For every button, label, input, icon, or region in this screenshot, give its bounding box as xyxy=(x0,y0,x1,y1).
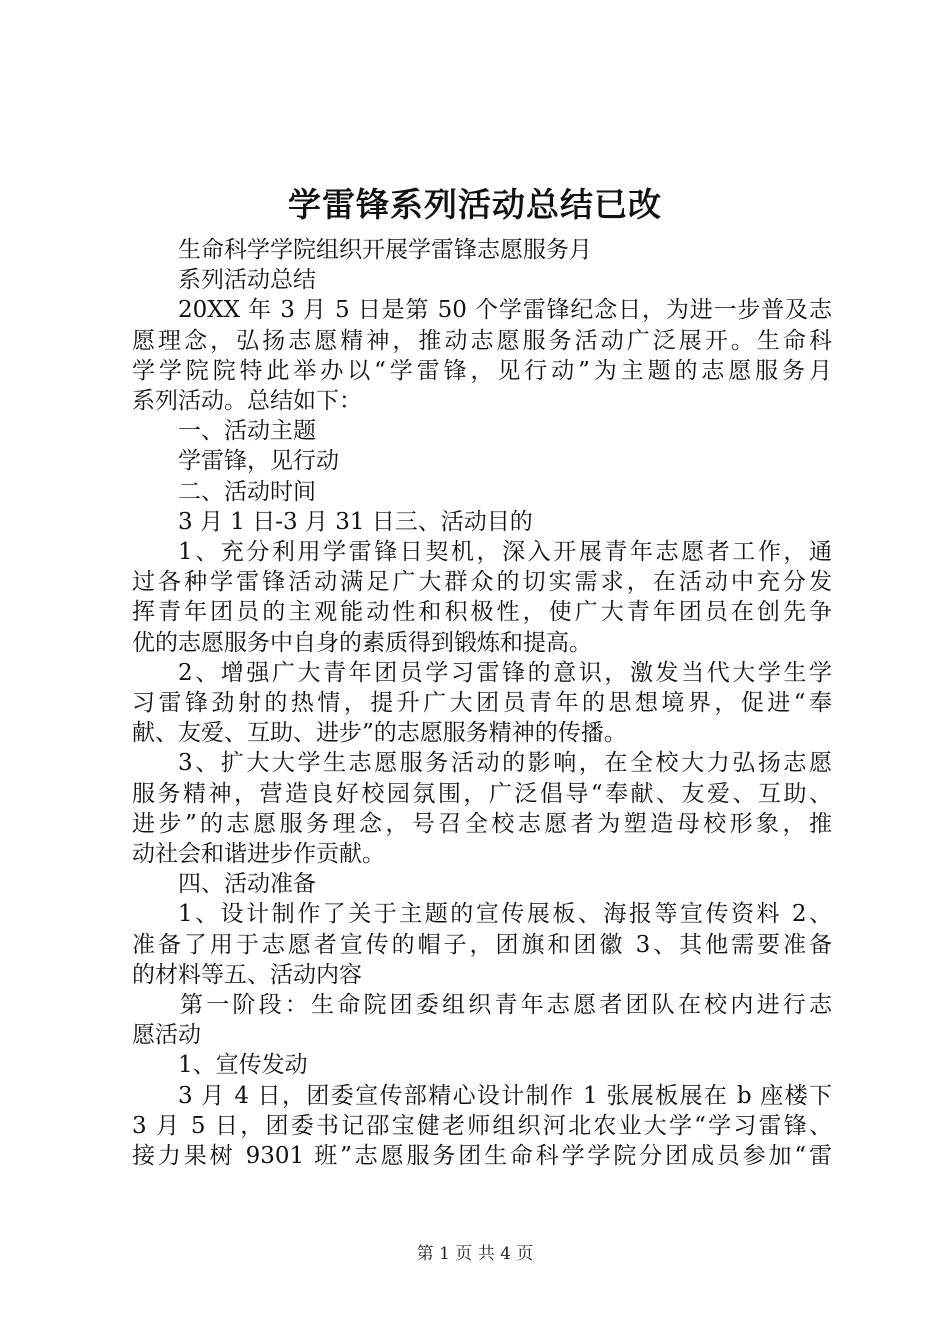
text-line: 3 月 5 日，团委书记邵宝健老师组织河北农业大学“学习雷锋、 xyxy=(132,1112,832,1139)
text-line: 挥青年团员的主观能动性和积极性，使广大青年团员在创先争 xyxy=(132,599,832,626)
text-line: 习雷锋劲射的热情，提升广大团员青年的思想境界，促进“奉 xyxy=(132,690,832,717)
text-line: 愿理念，弘扬志愿精神，推动志愿服务活动广泛展开。生命科 xyxy=(132,327,832,354)
text-line: 学学院院特此举办以“学雷锋，见行动”为主题的志愿服务月 xyxy=(132,357,832,384)
text-line: 服务精神，营造良好校园氛围，广泛倡导“奉献、友爱、互助、 xyxy=(132,780,832,807)
text-line: 3 月 4 日，团委宣传部精心设计制作 1 张展板展在 b 座楼下 xyxy=(178,1082,832,1109)
text-line: 一、活动主题 xyxy=(178,418,316,445)
text-line: 系列活动总结 xyxy=(178,267,316,294)
text-line: 1、充分利用学雷锋日契机，深入开展青年志愿者工作，通 xyxy=(178,539,832,566)
text-line: 3 月 1 日-3 月 31 日三、活动目的 xyxy=(178,508,533,535)
text-line: 进步”的志愿服务理念，号召全校志愿者为塑造母校形象，推 xyxy=(132,810,832,837)
text-line: 接力果树 9301 班”志愿服务团生命科学学院分团成员参加“雷 xyxy=(132,1143,832,1170)
text-line: 第一阶段：生命院团委组织青年志愿者团队在校内进行志 xyxy=(180,992,832,1019)
text-line: 二、活动时间 xyxy=(178,478,316,505)
text-line: 过各种学雷锋活动满足广大群众的切实需求，在活动中充分发 xyxy=(132,569,832,596)
text-line: 准备了用于志愿者宣传的帽子，团旗和团徽 3、其他需要准备 xyxy=(132,931,832,958)
page-footer: 第 1 页 共 4 页 xyxy=(416,1244,534,1264)
text-line: 献、友爱、互助、进步”的志愿服务精神的传播。 xyxy=(132,720,627,747)
text-line: 1、设计制作了关于主题的宣传展板、海报等宣传资料 2、 xyxy=(178,901,832,928)
text-line: 的材料等五、活动内容 xyxy=(132,961,362,988)
text-line: 动社会和谐进步作贡献。 xyxy=(132,841,385,868)
text-line: 愿活动 xyxy=(132,1022,201,1049)
text-line: 2、增强广大青年团员学习雷锋的意识，激发当代大学生学 xyxy=(178,659,832,686)
text-line: 系列活动。总结如下： xyxy=(132,388,362,415)
text-line: 20XX 年 3 月 5 日是第 50 个学雷锋纪念日，为进一步普及志 xyxy=(178,297,832,324)
text-line: 3、扩大大学生志愿服务活动的影响，在全校大力弘扬志愿 xyxy=(178,750,832,777)
text-line: 四、活动准备 xyxy=(178,871,316,898)
text-line: 1、宣传发动 xyxy=(178,1052,308,1079)
document-body xyxy=(132,235,832,1171)
text-line: 生命科学学院组织开展学雷锋志愿服务月 xyxy=(178,237,592,263)
text-line: 优的志愿服务中自身的素质得到锻炼和提高。 xyxy=(132,629,592,656)
document-title: 学雷锋系列活动总结已改 xyxy=(288,185,662,224)
text-line: 学雷锋，见行动 xyxy=(178,448,339,475)
